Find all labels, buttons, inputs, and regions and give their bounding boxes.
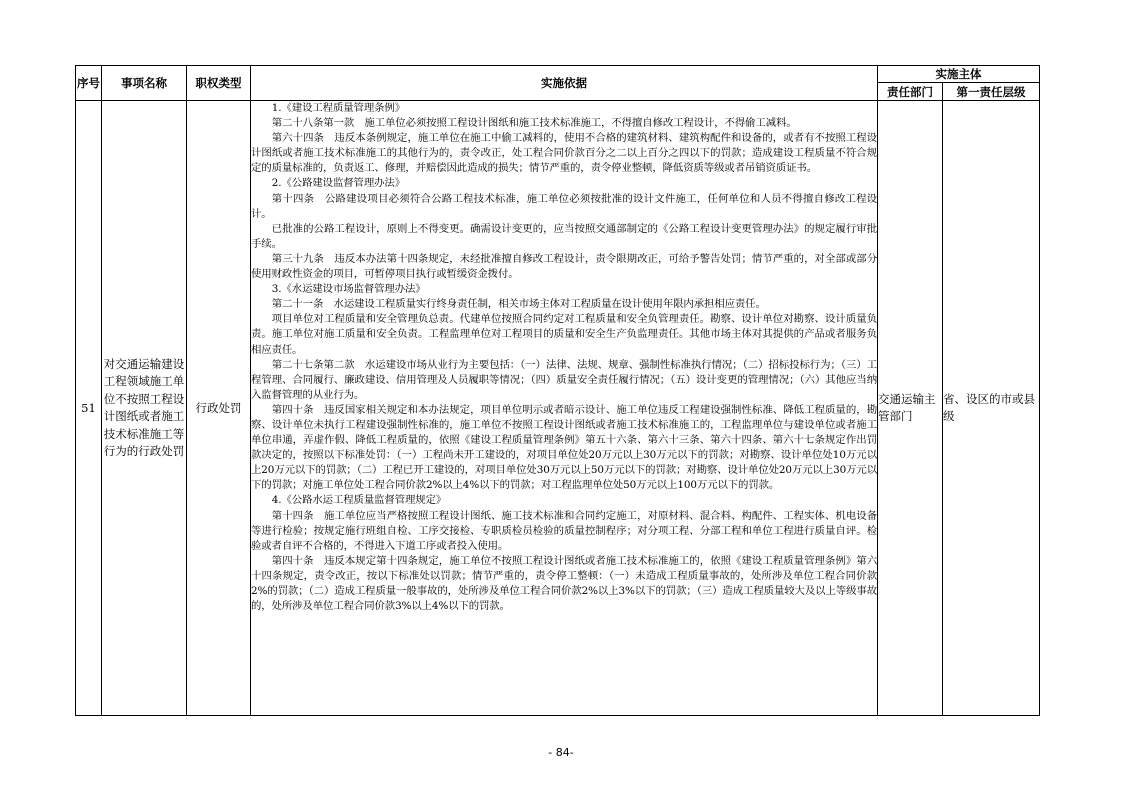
row-basis bbox=[251, 101, 878, 716]
basis-line: 3.《水运建设市场监督管理办法》 bbox=[271, 283, 426, 296]
row-seq: 51 bbox=[76, 101, 102, 716]
table-row bbox=[76, 101, 1040, 716]
header-power-type: 职权类型 bbox=[187, 66, 251, 101]
basis-line: 第四十条 违反本规定第十四条规定，施工单位不按照工程设计图纸或者施工技术标准施工的，依照《建设工程质量管理条例》第六十四条规定，责令改正，按以下标准处以罚款；情节严重的，责令停工整顿：（一）未造成工程质量事故的，处所涉及单位工程合同价款2%的罚款；（二）造成工程质量一般事故的，处所涉及单位工程合同价款2%以上3%以下的罚款；（三）造成工程质量较大及以上等级事故的，处所涉及单位工程合同价款3%以上4%以下的罚款。 bbox=[251, 554, 877, 613]
basis-line: 项目单位对工程质量和安全管理负总责。代建单位按照合同约定对工程质量和安全负管理责任。勘察、设计单位对勘察、设计质量负责。施工单位对施工质量和安全负责。工程监理单位对工程项目的质量和安全生产负监理责任。其他市场主体对其提供的产品或者服务负相应责任。 bbox=[251, 313, 877, 356]
basis-line: 第十四条 施工单位应当严格按照工程设计图纸、施工技术标准和合同约定施工，对原材料、混合料、构配件、工程实体、机电设备等进行检验；按规定施行班组自检、工序交接检、专职质检员检验的质量控制程序；对分项工程、分部工程和单位工程进行质量自评。检验或者自评不合格的，不得进入下道工序或者投入使用。 bbox=[251, 509, 877, 552]
table-header-row bbox=[76, 66, 1040, 83]
header-item-name: 事项名称 bbox=[102, 66, 187, 101]
basis-line: 1.《建设工程质量管理条例》 bbox=[271, 102, 405, 114]
basis-line: 第六十四条 违反本条例规定，施工单位在施工中偷工减料的，使用不合格的建筑材料、建筑构配件和设备的，或者有不按照工程设计图纸或者施工技术标准施工的其他行为的，责令改正，处工程合同价款百分之二以上百分之四以下的罚款；造成建设工程质量不符合规定的质量标准的，负责返工、修理，并赔偿因此造成的损失；情节严重的，责令停业整顿，降低资质等级或者吊销资质证书。 bbox=[251, 132, 877, 175]
header-seq: 序号 bbox=[76, 66, 102, 101]
row-power-type: 行政处罚 bbox=[187, 101, 251, 716]
row-item-name: 对交通运输建设工程领域施工单位不按照工程设计图纸或者施工技术标准施工等行为的行政处罚 bbox=[102, 101, 187, 716]
basis-line: 第四十条 违反国家相关规定和本办法规定，项目单位明示或者暗示设计、施工单位违反工程建设强制性标准、降低工程质量的，勘察、设计单位未执行工程建设强制性标准的，施工单位不按照工程设计图纸或者施工技术标准施工的，工程监理单位与建设单位或者施工单位串通，弄虚作假、降低工程质量的，依照《建设工程质量管理条例》第五十六条、第六十三条、第六十四条、第六十七条规定作出罚款决定的，按照以下标准处罚：（一）工程尚未开工建设的，对项目单位处20万元以上30万元以下的罚款；对勘察、设计单位处10万元以上20万元以下的罚款；（二）工程已开工建设的，对项目单位处30万元以上50万元以下的罚款；对勘察、设计单位处20万元以上30万元以下的罚款；对施工单位处工程合同价款2%以上4%以下的罚款；对工程监理单位处50万元以上100万元以下的罚款。 bbox=[251, 403, 877, 492]
page-number: - 84- bbox=[548, 746, 574, 759]
basis-line: 已批准的公路工程设计，原则上不得变更。确需设计变更的，应当按照交通部制定的《公路工程设计变更管理办法》的规定履行审批手续。 bbox=[251, 222, 877, 250]
row-first-level: 省、设区的市或县级 bbox=[943, 101, 1040, 716]
basis-line: 4.《公路水运工程质量监督管理规定》 bbox=[271, 494, 447, 507]
basis-line: 第二十八条第一款 施工单位必须按照工程设计图纸和施工技术标准施工，不得擅自修改工程设计，不得偷工减料。 bbox=[271, 117, 797, 130]
power-list-table bbox=[75, 65, 1040, 716]
header-responsible-dept: 责任部门 bbox=[878, 83, 943, 101]
basis-line: 2.《公路建设监督管理办法》 bbox=[271, 177, 405, 190]
header-subject: 实施主体 bbox=[878, 66, 1040, 83]
basis-line: 第二十七条第二款 水运建设市场从业行为主要包括：（一）法律、法规、规章、强制性标准执行情况；（二）招标投标行为；（三）工程管理、合同履行、廉政建设、信用管理及人员履职等情况；（四）质量安全责任履行情况；（五）设计变更的管理情况；（六）其他应当纳入监督管理的从业行为。 bbox=[251, 358, 877, 401]
header-basis: 实施依据 bbox=[251, 66, 878, 101]
basis-line: 第二十一条 水运建设工程质量实行终身责任制，相关市场主体对工程质量在设计使用年限内承担相应责任。 bbox=[271, 298, 766, 311]
row-responsible-dept: 交通运输主管部门 bbox=[878, 101, 943, 716]
basis-line: 第十四条 公路建设项目必须符合公路工程技术标准，施工单位必须按批准的设计文件施工，任何单位和人员不得擅自修改工程设计。 bbox=[251, 192, 877, 220]
basis-line: 第三十九条 违反本办法第十四条规定，未经批准擅自修改工程设计，责令限期改正，可给予警告处罚；情节严重的，对全部或部分使用财政性资金的项目，可暂停项目执行或暂缓资金拨付。 bbox=[251, 252, 877, 281]
header-first-level: 第一责任层级 bbox=[943, 83, 1040, 101]
